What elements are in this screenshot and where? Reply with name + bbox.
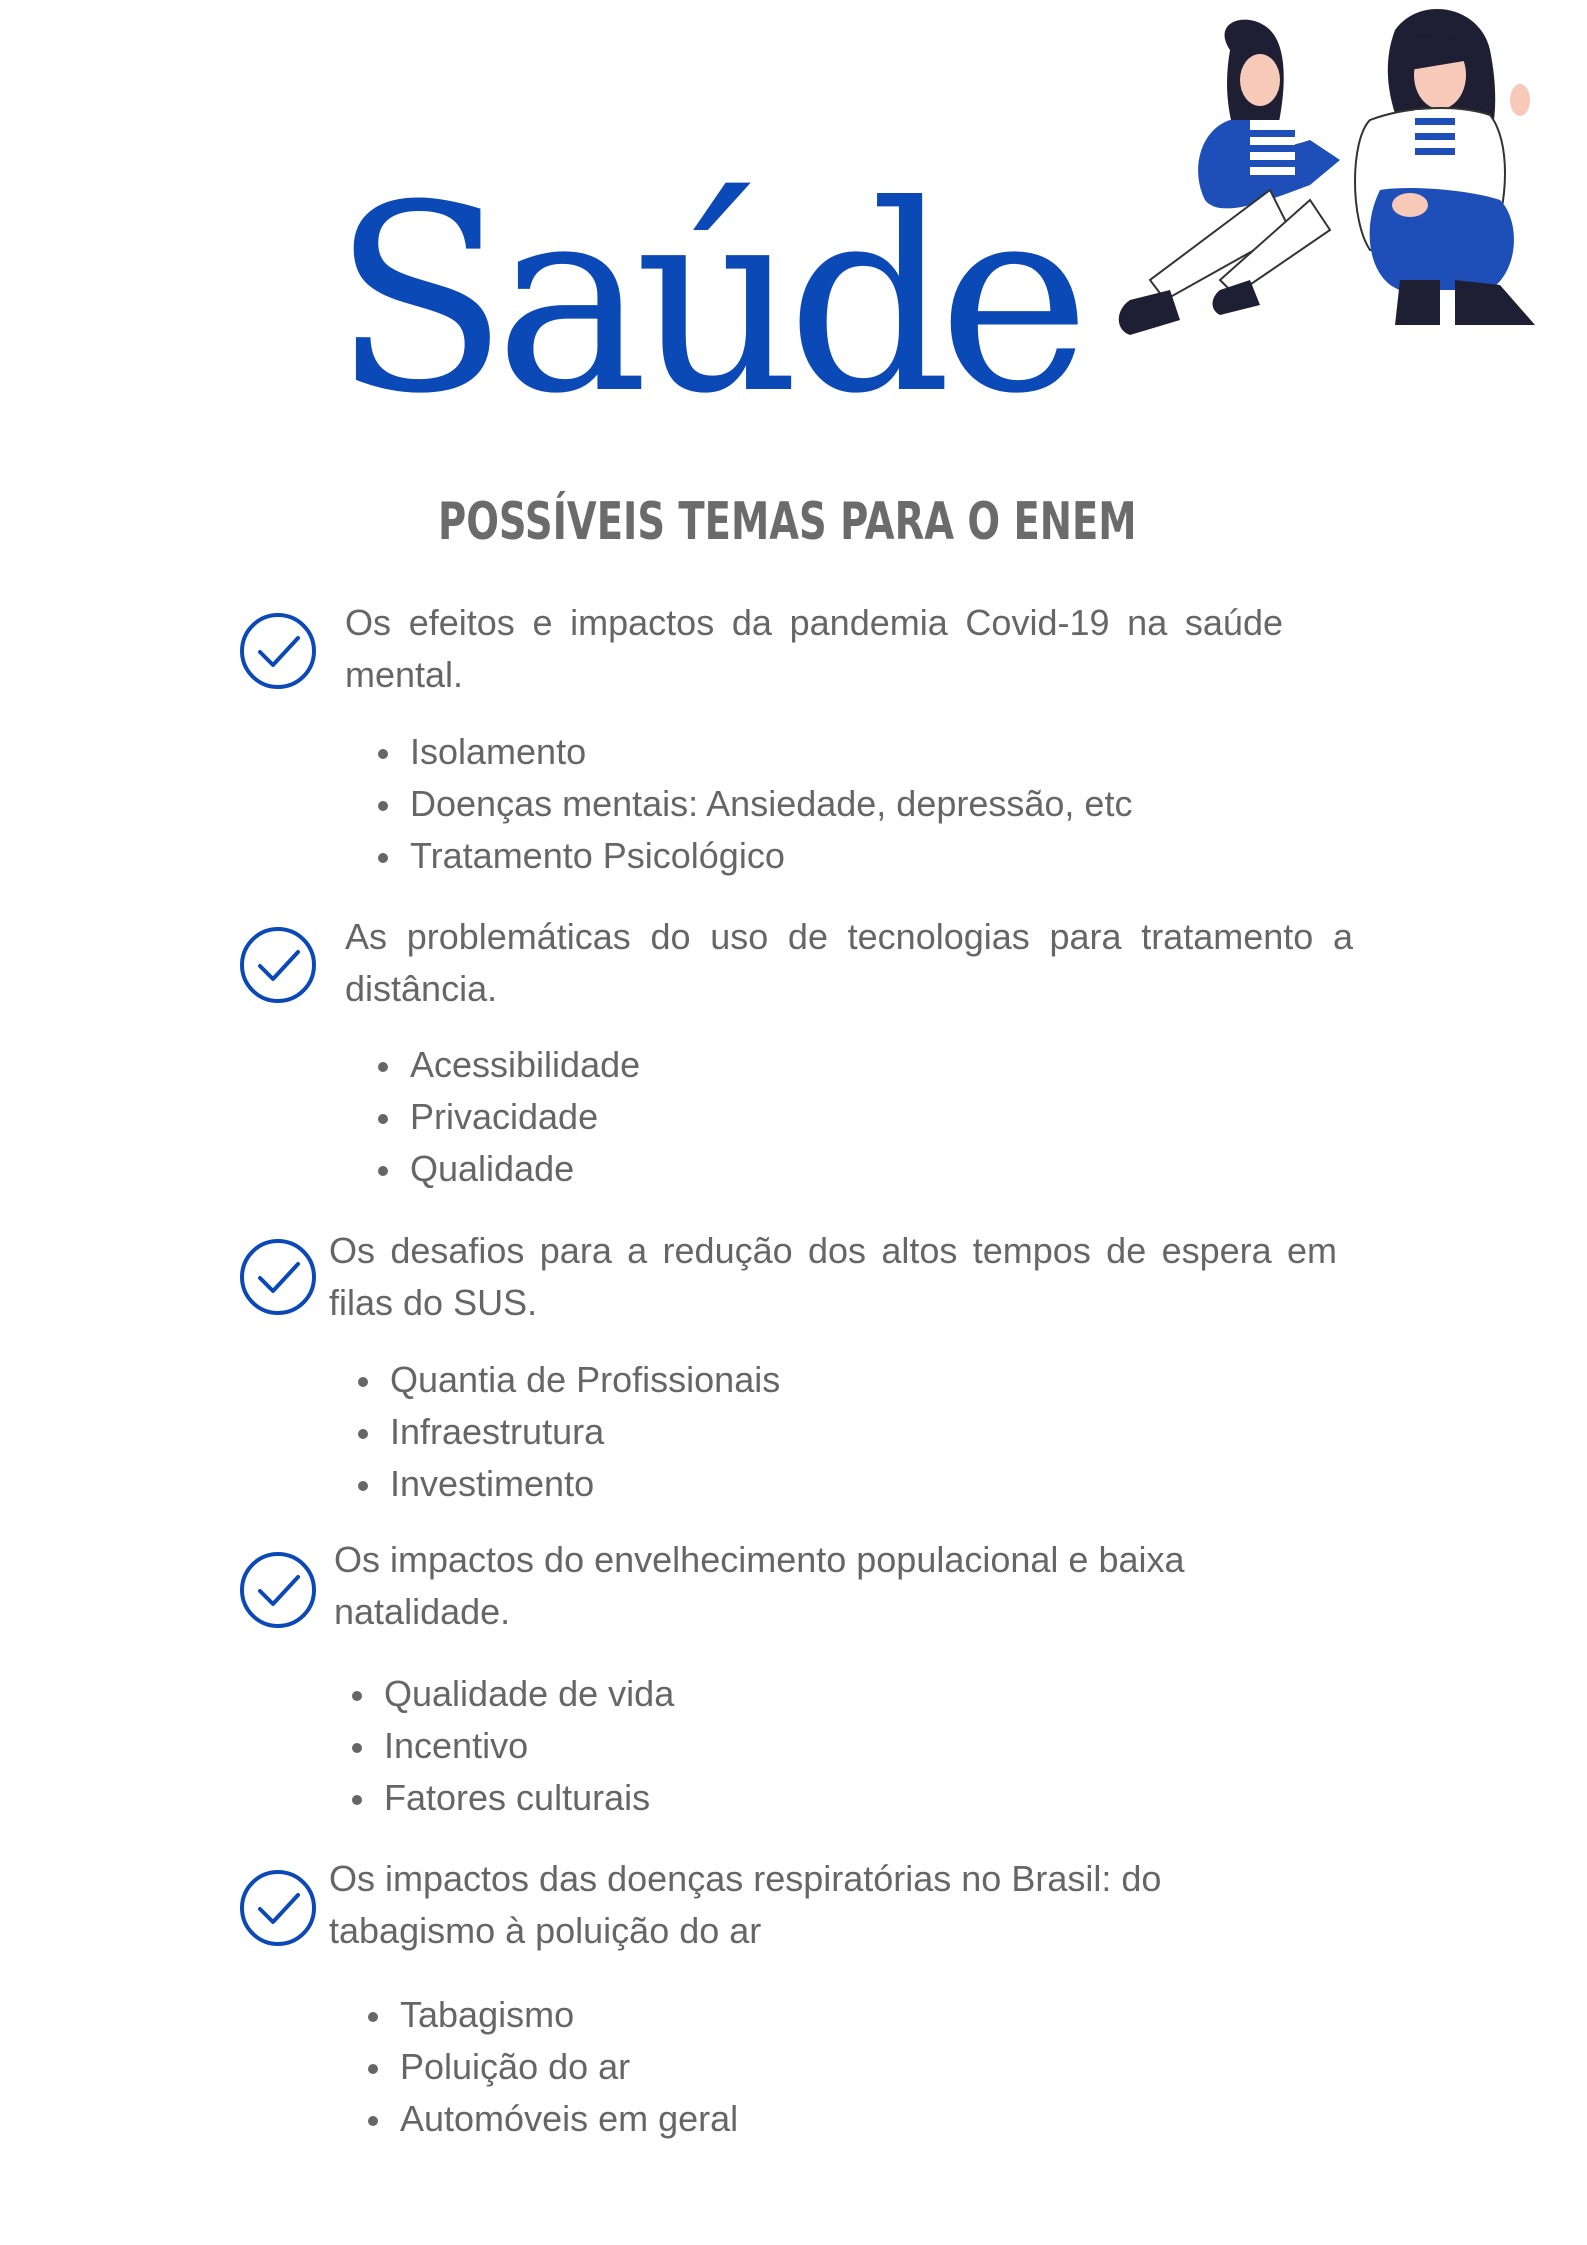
topic-subitems: [374, 1039, 640, 1195]
list-item: Infraestrutura: [354, 1406, 780, 1458]
list-item: Isolamento: [374, 726, 1132, 778]
list-item: Quantia de Profissionais: [354, 1354, 780, 1406]
list-item: Acessibilidade: [374, 1039, 640, 1091]
list-item: Qualidade de vida: [348, 1668, 674, 1720]
check-circle-icon: [238, 611, 318, 691]
list-item: Tratamento Psicológico: [374, 830, 1132, 882]
list-item: Poluição do ar: [364, 2041, 738, 2093]
check-circle-icon: [238, 1550, 318, 1630]
topic-text: Os efeitos e impactos da pandemia Covid-19 na saúde mental.: [345, 602, 1283, 695]
topic-text: Os impactos do envelhecimento populacional e baixa natalidade.: [334, 1539, 1185, 1632]
list-item: Incentivo: [348, 1720, 674, 1772]
topic-subitems: [348, 1668, 674, 1824]
check-circle-icon: [238, 1868, 318, 1948]
topic-text: Os impactos das doenças respiratórias no Brasil: do tabagismo à poluição do ar: [329, 1858, 1162, 1951]
page-subtitle: POSSÍVEIS TEMAS PARA O ENEM: [438, 492, 1137, 552]
topic-subitems: [374, 726, 1132, 882]
topic-text: Os desafios para a redução dos altos tempos de espera em filas do SUS.: [329, 1230, 1337, 1323]
list-item: Automóveis em geral: [364, 2093, 738, 2145]
list-item: Tabagismo: [364, 1989, 738, 2041]
page-title: Saúde: [332, 150, 1077, 450]
list-item: Investimento: [354, 1458, 780, 1510]
topic-subitems: [364, 1989, 738, 2145]
check-circle-icon: [238, 925, 318, 1005]
list-item: Qualidade: [374, 1143, 640, 1195]
list-item: Privacidade: [374, 1091, 640, 1143]
list-item: Doenças mentais: Ansiedade, depressão, etc: [374, 778, 1132, 830]
list-item: Fatores culturais: [348, 1772, 674, 1824]
topic-subitems: [354, 1354, 780, 1510]
check-circle-icon: [238, 1237, 318, 1317]
topic-text: As problemáticas do uso de tecnologias para tratamento a distância.: [345, 916, 1353, 1009]
